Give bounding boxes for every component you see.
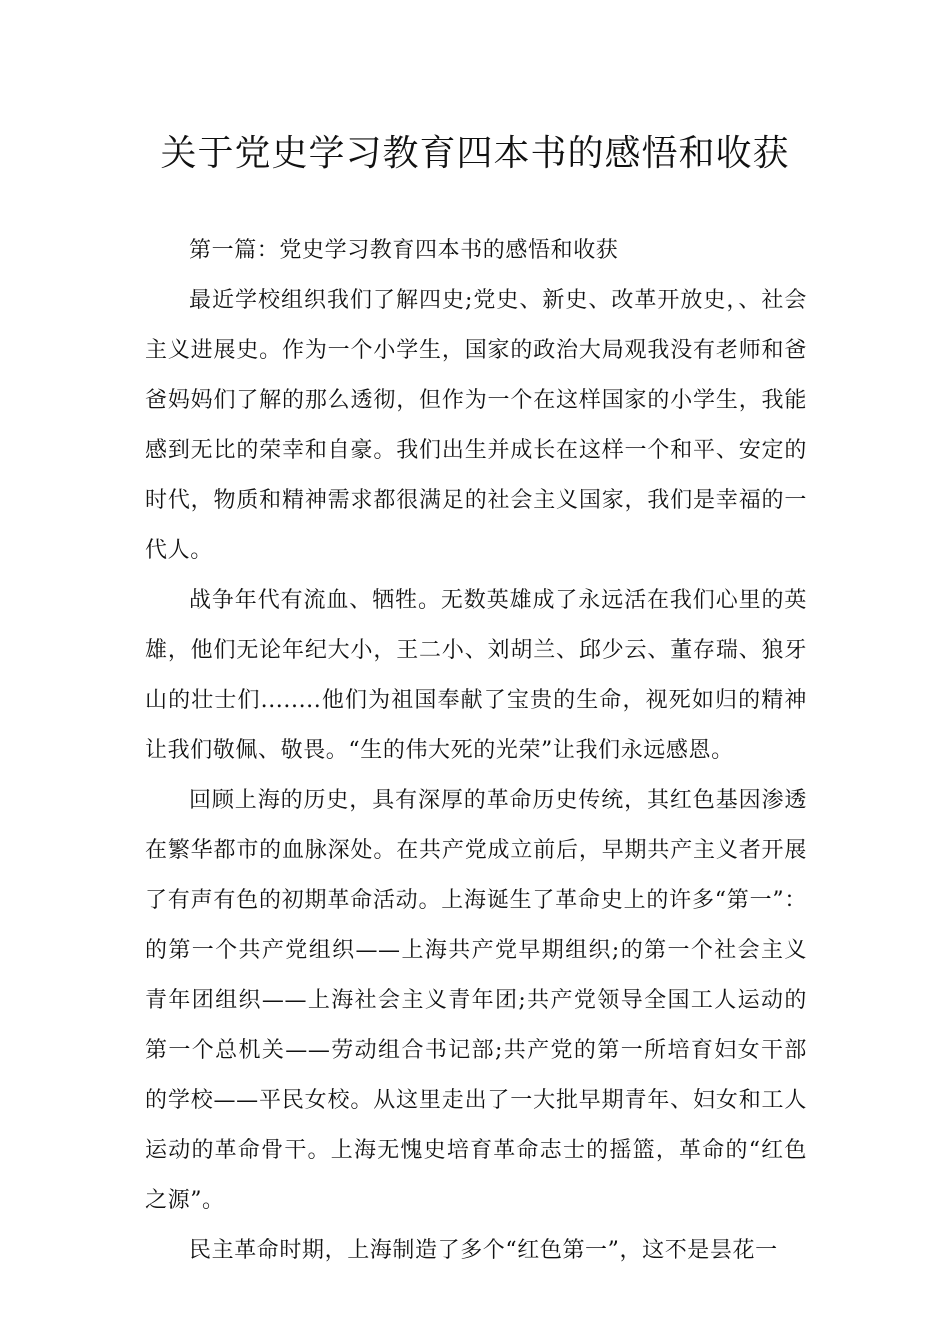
paragraph-subtitle: 第一篇：党史学习教育四本书的感悟和收获 — [189, 238, 619, 263]
document-title: 关于党史学习教育四本书的感悟和收获 — [160, 133, 790, 174]
paragraph: 回顾上海的历史，具有深厚的革命历史传统，其红色基因渗透在繁华都市的血脉深处。在共产党成立前后，早期共产主义者开展了有声有色的初期革命活动。上海诞生了革命史上的许多“第一”：的第一个共产党组织——上海共产党早期组织;的第一个社会主义青年团组织——上海社会主义青年团;共产党领导全国工人运动的第一个总机关——劳动组合书记部;共产党的第一所培育妇女干部的学校——平民女校。从这里走出了一大批早期青年、妇女和工人运动的革命骨干。上海无愧史培育革命志士的摇篮，革命的“红色之源”。 — [145, 788, 807, 1213]
paragraph: 最近学校组织我们了解四史;党史、新史、改革开放史，、社会主义进展史。作为一个小学生，国家的政治大局观我没有老师和爸爸妈妈们了解的那么透彻，但作为一个在这样国家的小学生，我能感到无比的荣幸和自豪。我们出生并成长在这样一个和平、安定的时代，物质和精神需求都很满足的社会主义国家，我们是幸福的一代人。 — [145, 288, 807, 563]
paragraph: 民主革命时期，上海制造了多个“红色第一”，这不是昙花一 — [189, 1238, 778, 1263]
document-body — [145, 226, 807, 1276]
paragraph: 战争年代有流血、牺牲。无数英雄成了永远活在我们心里的英雄，他们无论年纪大小，王二小、刘胡兰、邱少云、董存瑞、狼牙山的壮士们........他们为祖国奉献了宝贵的生命，视死如归的精神让我们敬佩、敬畏。“生的伟大死的光荣”让我们永远感恩。 — [145, 588, 807, 763]
